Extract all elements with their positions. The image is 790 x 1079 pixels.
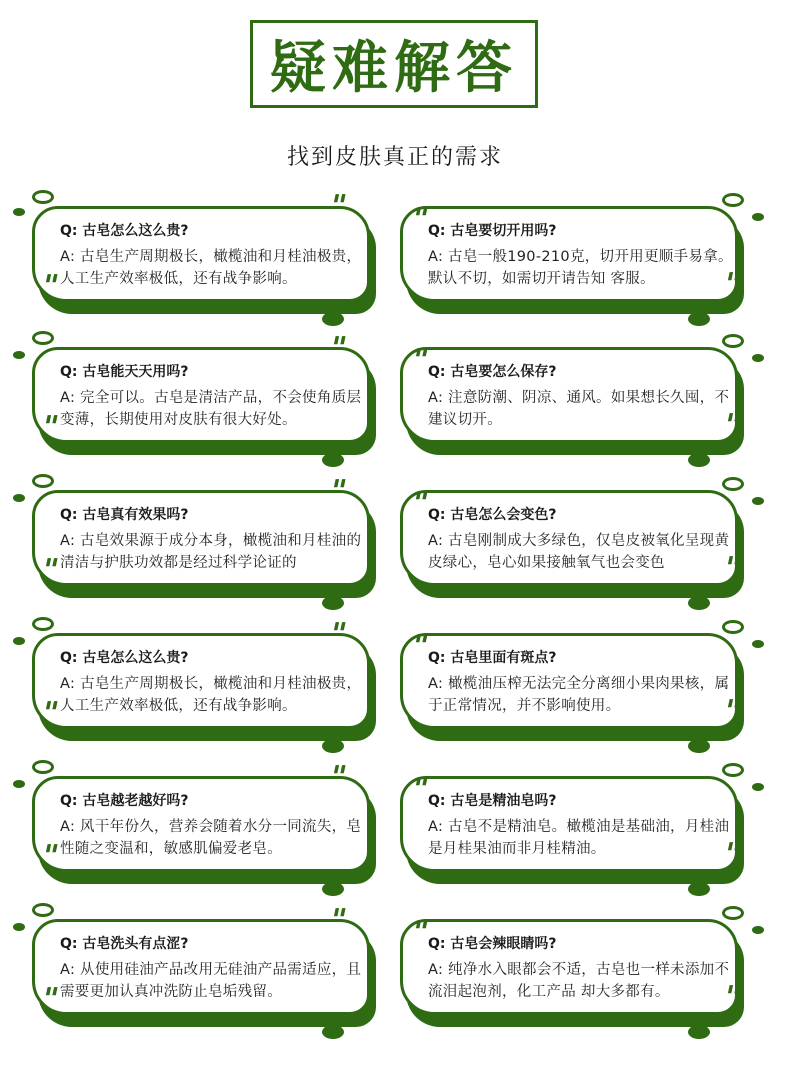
faq-question: Q: 古皂怎么会变色? — [428, 507, 557, 523]
quote-mark-icon: " — [408, 486, 432, 521]
quote-mark-icon: " — [326, 474, 350, 509]
quote-mark-icon: " — [38, 410, 62, 445]
quote-mark-icon: " — [326, 331, 350, 366]
faq-question: Q: 古皂能天天用吗? — [60, 364, 189, 380]
ring-decoration — [722, 620, 744, 634]
faq-answer: A: 橄榄油压榨无法完全分离细小果肉果核，属于正常情况，并不影响使用。 — [428, 676, 730, 714]
quote-mark-icon: " — [38, 982, 62, 1017]
faq-question: Q: 古皂越老越好吗? — [60, 793, 189, 809]
quote-mark-icon: " — [408, 915, 432, 950]
foot-decoration — [688, 596, 710, 610]
faq-card — [400, 202, 740, 316]
quote-mark-icon: " — [720, 980, 744, 1015]
faq-card — [32, 919, 372, 1029]
page-title: 疑难解答 — [270, 36, 518, 101]
faq-card — [400, 343, 740, 457]
dot-decoration — [752, 354, 764, 362]
quote-mark-icon: " — [408, 343, 432, 378]
foot-decoration — [688, 312, 710, 326]
faq-question: Q: 古皂要怎么保存? — [428, 364, 557, 380]
faq-answer: A: 古皂一般190-210克，切开用更顺手易拿。默认不切，如需切开请告知 客服。 — [428, 249, 733, 287]
faq-answer: A: 完全可以。古皂是清洁产品，不会使角质层变薄，长期使用对皮肤有很大好处。 — [60, 390, 362, 428]
faq-card — [32, 776, 372, 886]
faq-answer: A: 古皂生产周期极长，橄榄油和月桂油极贵，人工生产效率极低，还有战争影响。 — [60, 676, 362, 714]
faq-answer: A: 古皂生产周期极长，橄榄油和月桂油极贵，人工生产效率极低，还有战争影响。 — [60, 249, 362, 287]
faq-question: Q: 古皂是精油皂吗? — [428, 793, 557, 809]
dot-decoration — [13, 494, 25, 502]
faq-card — [400, 915, 740, 1029]
dot-decoration — [13, 208, 25, 216]
faq-question: Q: 古皂里面有斑点? — [428, 650, 557, 666]
quote-mark-icon: " — [326, 189, 350, 224]
foot-decoration — [688, 453, 710, 467]
quote-mark-icon: " — [408, 772, 432, 807]
faq-question: Q: 古皂怎么这么贵? — [60, 650, 189, 666]
quote-mark-icon: " — [326, 617, 350, 652]
faq-question: Q: 古皂怎么这么贵? — [60, 223, 189, 239]
faq-answer: A: 纯净水入眼都会不适，古皂也一样未添加不流泪起泡剂，化工产品 却大多都有。 — [428, 962, 730, 1000]
dot-decoration — [752, 640, 764, 648]
quote-mark-icon: " — [720, 408, 744, 443]
faq-answer: A: 注意防潮、阴凉、通风。如果想长久囤，不建议切开。 — [428, 390, 730, 428]
quote-mark-icon: " — [720, 267, 744, 302]
foot-decoration — [322, 1025, 344, 1039]
quote-mark-icon: " — [38, 696, 62, 731]
quote-mark-icon: " — [720, 837, 744, 872]
foot-decoration — [322, 739, 344, 753]
faq-card — [400, 486, 740, 600]
faq-question: Q: 古皂要切开用吗? — [428, 223, 557, 239]
ring-decoration — [32, 474, 54, 488]
faq-answer: A: 风干年份久，营养会随着水分一同流失，皂性随之变温和，敏感肌偏爱老皂。 — [60, 819, 362, 857]
faq-card — [400, 629, 740, 743]
page-subtitle: 找到皮肤真正的需求 — [286, 145, 503, 170]
ring-decoration — [722, 193, 744, 207]
ring-decoration — [32, 190, 54, 204]
dot-decoration — [752, 926, 764, 934]
quote-mark-icon: " — [408, 202, 432, 237]
quote-mark-icon: " — [326, 760, 350, 795]
faq-card — [32, 206, 372, 316]
dot-decoration — [752, 783, 764, 791]
ring-decoration — [32, 760, 54, 774]
quote-mark-icon: " — [38, 269, 62, 304]
title-box — [250, 20, 538, 108]
ring-decoration — [32, 903, 54, 917]
dot-decoration — [752, 213, 764, 221]
quote-mark-icon: " — [38, 553, 62, 588]
faq-answer: A: 古皂效果源于成分本身，橄榄油和月桂油的清洁与护肤功效都是经过科学论证的 — [60, 533, 362, 571]
foot-decoration — [322, 882, 344, 896]
foot-decoration — [688, 1025, 710, 1039]
dot-decoration — [13, 780, 25, 788]
dot-decoration — [13, 923, 25, 931]
quote-mark-icon: " — [38, 839, 62, 874]
faq-question: Q: 古皂洗头有点涩? — [60, 936, 189, 952]
dot-decoration — [13, 351, 25, 359]
quote-mark-icon: " — [408, 629, 432, 664]
faq-card — [32, 633, 372, 743]
foot-decoration — [322, 312, 344, 326]
faq-card — [32, 490, 372, 600]
faq-answer: A: 古皂不是精油皂。橄榄油是基础油，月桂油是月桂果油而非月桂精油。 — [428, 819, 730, 857]
faq-question: Q: 古皂真有效果吗? — [60, 507, 189, 523]
dot-decoration — [13, 637, 25, 645]
foot-decoration — [322, 596, 344, 610]
ring-decoration — [722, 906, 744, 920]
ring-decoration — [32, 331, 54, 345]
faq-question: Q: 古皂会辣眼睛吗? — [428, 936, 557, 952]
foot-decoration — [322, 453, 344, 467]
faq-card — [32, 347, 372, 457]
foot-decoration — [688, 882, 710, 896]
ring-decoration — [722, 763, 744, 777]
ring-decoration — [32, 617, 54, 631]
dot-decoration — [752, 497, 764, 505]
ring-decoration — [722, 334, 744, 348]
foot-decoration — [688, 739, 710, 753]
faq-card — [400, 772, 740, 886]
faq-answer: A: 从使用硅油产品改用无硅油产品需适应，且需要更加认真冲洗防止皂垢残留。 — [60, 962, 362, 1000]
quote-mark-icon: " — [720, 551, 744, 586]
ring-decoration — [722, 477, 744, 491]
quote-mark-icon: " — [720, 694, 744, 729]
faq-answer: A: 古皂刚制成大多绿色，仅皂皮被氧化呈现黄皮绿心，皂心如果接触氧气也会变色 — [428, 533, 730, 571]
quote-mark-icon: " — [326, 903, 350, 938]
